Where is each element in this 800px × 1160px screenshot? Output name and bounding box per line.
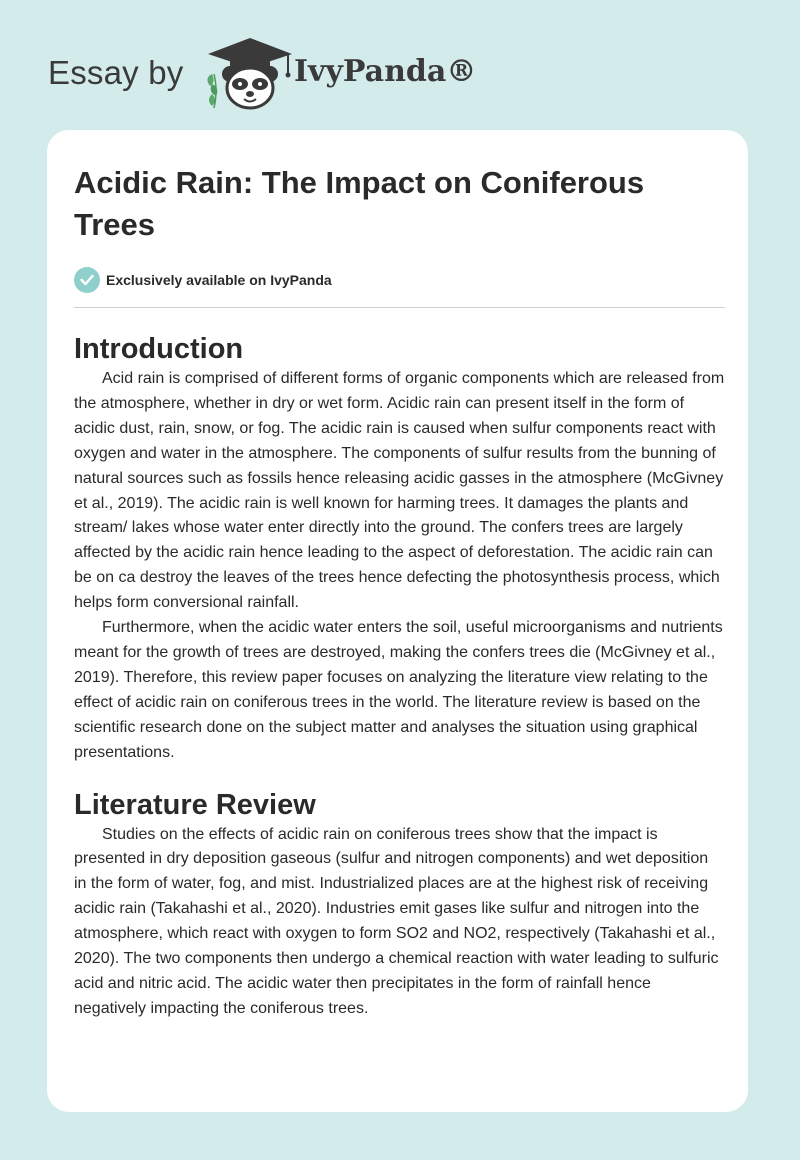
essay-by-label: Essay by (48, 54, 184, 91)
exclusive-badge (74, 266, 725, 294)
title-divider (74, 307, 725, 308)
essay-card (47, 130, 748, 1112)
exclusive-label: Exclusively available on IvyPanda (106, 272, 332, 288)
section-heading: Literature Review (74, 788, 316, 821)
section-heading: Introduction (74, 333, 244, 365)
paragraph: Studies on the effects of acidic rain on coniferous trees show that the impact is presented in dry deposition gaseous (sulfur and nitrogen components) and wet deposition in the form of water, fog, and mist. Industrialized places are at the highest risk of receiving acidic rain (Takahashi et al., 2020). Industries emit gases like sulfur and nitrogen into the atmosphere, which react with oxygen to form SO2 and NO2, respectively (Takahashi et al., 2020). The two components then undergo a chemical reaction with water leading to sulfuric acid and nitric acid. The acidic water then precipitates in the form of rainfall hence negatively impacting the coniferous trees. (74, 825, 719, 1017)
paragraph: Acid rain is comprised of different forms of organic components which are released from the atmosphere, whether in dry or wet form. Acidic rain can present itself in the form of acidic dust, rain, snow, or fog. The acidic rain is caused when sulfur components react with oxygen and water in the atmosphere. The components of sulfur results from the bunning of natural sources such as fossils hence releasing acidic gasses in the atmosphere (McGivney et al., 2019). The acidic rain is well known for harming trees. It damages the plants and stream/ lakes whose water enter directly into the ground. The confers trees are largely affected by the acidic rain hence leading to the aspect of deforestation. The acidic rain can be on ca destroy the leaves of the trees hence defecting the photosynthesis process, which helps form conversional rainfall. (74, 370, 725, 612)
site-header (48, 34, 488, 114)
section-introduction (74, 331, 725, 766)
section-literature-review (74, 787, 725, 1022)
paragraph: Furthermore, when the acidic water enters the soil, useful microorganisms and nutrients meant for the growth of trees are destroyed, making the confers trees die (McGivney et al., 2019). Therefore, this review paper focuses on analyzing the literature view relating to the effect of acidic rain on coniferous trees in the world. The literature review is based on the scientific research done on the subject matter and analyses the situation using graphical presentations. (74, 619, 723, 761)
ivypanda-logo-icon[interactable] (200, 34, 300, 110)
essay-content (74, 162, 725, 1022)
check-circle-icon (74, 267, 100, 293)
ivypanda-wordmark[interactable]: IvyPanda® (294, 54, 477, 89)
essay-title: Acidic Rain: The Impact on Coniferous Trees (74, 165, 645, 242)
